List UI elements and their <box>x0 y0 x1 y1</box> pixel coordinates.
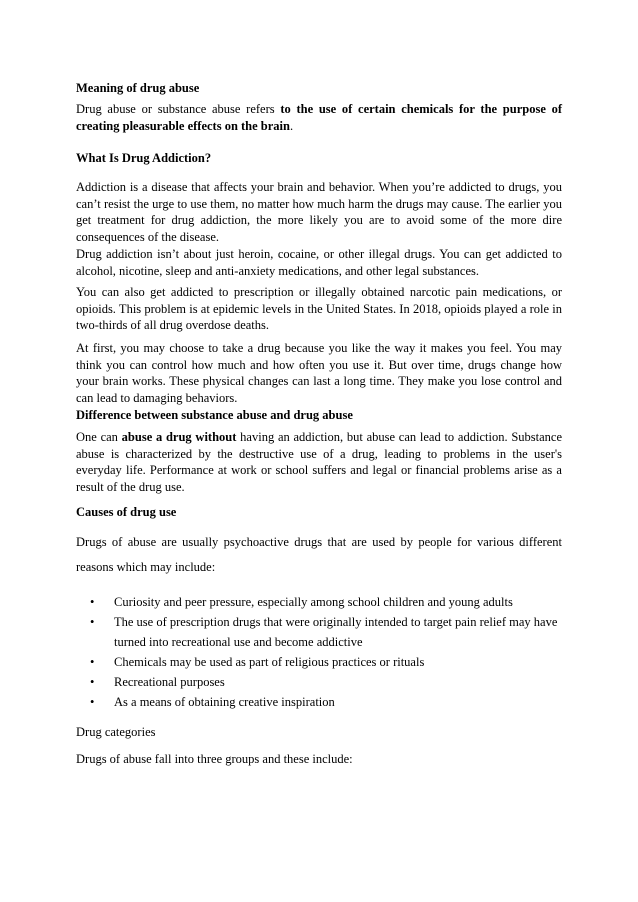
list-item <box>76 692 562 712</box>
list-item-text: Recreational purposes <box>114 675 225 689</box>
causes-heading: Causes of drug use <box>76 505 177 519</box>
difference-text-bold: abuse a drug without <box>121 430 237 444</box>
difference-paragraph <box>76 429 562 495</box>
difference-text-post: having an addiction, but abuse can lead to addiction. Substance abuse is characterized by the destructive use of a drug, leading to problems in the user's everyday life. Performance at work or school suffers and legal or financial problems arise as a result of the drug use. <box>76 430 563 494</box>
list-item <box>76 672 562 692</box>
list-item <box>76 612 562 652</box>
addiction-paragraph-2: Drug addiction isn’t about just heroin, cocaine, or other illegal drugs. You can get addicted to alcohol, nicotine, sleep and anti-anxiety medications, and other legal substances. <box>76 247 562 278</box>
categories-intro: Drugs of abuse fall into three groups and these include: <box>76 752 353 766</box>
bullet-icon: • <box>90 675 95 689</box>
addiction-paragraph-1: Addiction is a disease that affects your brain and behavior. When you’re addicted to drugs, you can’t resist the urge to use them, no matter how much harm the drugs may cause. The earlier you get treatment for drug addiction, the more likely you are to avoid some of the more dire consequences of the disease. <box>76 180 562 244</box>
meaning-text-bold: to the use of certain chemicals for the purpose of creating pleasurable effects on the brain <box>76 102 562 133</box>
list-item-text: Chemicals may be used as part of religious practices or rituals <box>114 655 425 669</box>
list-item-text: Curiosity and peer pressure, especially among school children and young adults <box>114 595 513 609</box>
meaning-heading: Meaning of drug abuse <box>76 81 200 95</box>
bullet-icon: • <box>90 655 95 669</box>
list-item-text: The use of prescription drugs that were originally intended to target pain relief may have turned into recreational use and become addictive <box>114 615 558 649</box>
meaning-paragraph <box>76 101 562 134</box>
bullet-icon: • <box>90 615 95 629</box>
categories-heading: Drug categories <box>76 725 156 739</box>
causes-list <box>76 592 562 712</box>
addiction-paragraph-4: At first, you may choose to take a drug because you like the way it makes you feel. You may think you can control how much and how often you use it. But over time, drugs change how your brain works. These physical changes can last a long time. They make you lose control and can lead to damaging behaviors. <box>76 341 562 405</box>
list-item <box>76 652 562 672</box>
meaning-text-pre: Drug abuse or substance abuse refers <box>76 102 281 116</box>
bullet-icon: • <box>90 695 95 709</box>
causes-intro: Drugs of abuse are usually psychoactive drugs that are used by people for various different reasons which may include: <box>76 535 562 574</box>
bullet-icon: • <box>90 595 95 609</box>
list-item <box>76 592 562 612</box>
list-item-text: As a means of obtaining creative inspiration <box>114 695 335 709</box>
addiction-heading: What Is Drug Addiction? <box>76 151 212 165</box>
difference-text-pre: One can <box>76 430 122 444</box>
difference-heading: Difference between substance abuse and drug abuse <box>76 408 353 422</box>
meaning-text-post: . <box>289 118 294 133</box>
addiction-paragraph-3: You can also get addicted to prescription or illegally obtained narcotic pain medications, or opioids. This problem is at epidemic levels in the United States. In 2018, opioids played a role in two-thirds of all drug overdose deaths. <box>76 285 562 333</box>
